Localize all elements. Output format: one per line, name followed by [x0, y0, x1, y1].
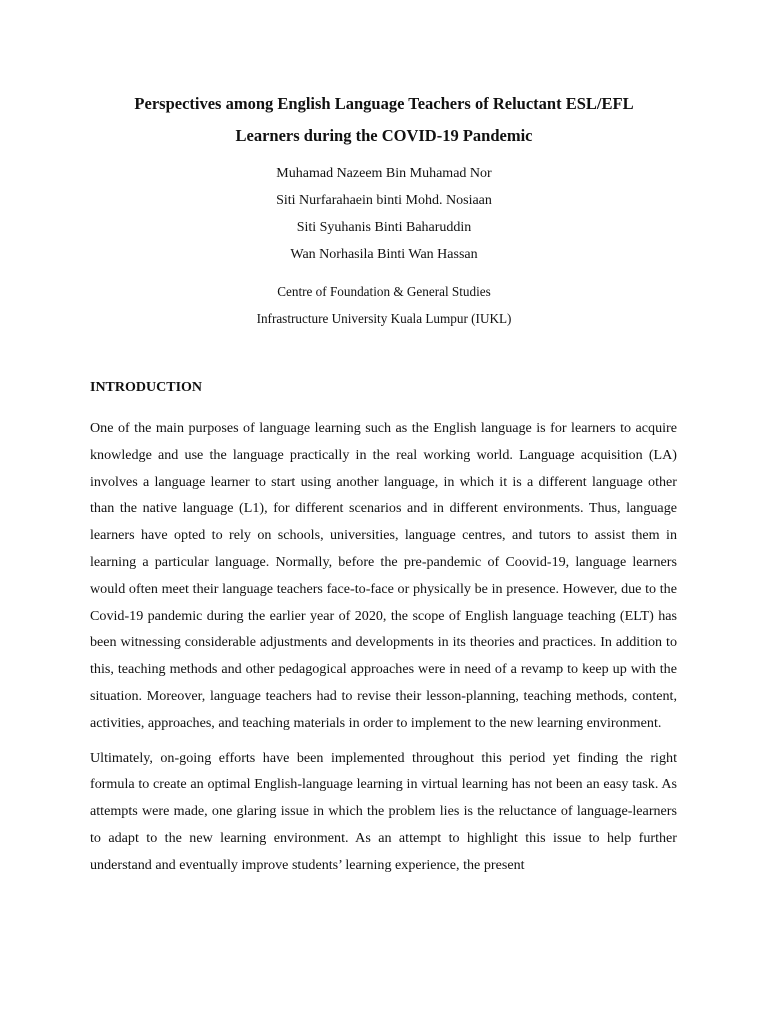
author-name: Muhamad Nazeem Bin Muhamad Nor — [276, 166, 492, 181]
paper-title-line-2: Learners during the COVID-19 Pandemic — [235, 126, 533, 145]
paragraph: One of the main purposes of language learning such as the English language is for learners to acquire knowledge and use the language practically in the real working world. Language acquisition (LA) involves a language learner to start using another language, in which it is a different language other than the native language (L1), for different scenarios and in different environments. Thus, language learners have opted to rely on schools, universities, language centres, and tutors to assist them in learning a particular language. Normally, before the pre-pandemic of Coovid-19, language learners would often meet their language teachers face-to-face or physically be in presence. However, due to the Covid-19 pandemic during the earlier year of 2020, the scope of English language teaching (ELT) has been witnessing considerable adjustments and developments in its theories and practices. In addition to this, teaching methods and other pedagogical approaches were in need of a revamp to keep up with the situation. Moreover, language teachers had to revise their lesson-planning, teaching methods, content, activities, approaches, and teaching materials in order to implement to the new learning environment. — [90, 420, 677, 731]
affiliation-institution: Infrastructure University Kuala Lumpur (IUKL) — [256, 311, 512, 326]
author-name: Wan Norhasila Binti Wan Hassan — [290, 247, 478, 262]
paragraph: Ultimately, on-going efforts have been implemented throughout this period yet finding the right formula to create an optimal English-language learning in virtual learning has not been an easy task. As attempts were made, one glaring issue in which the problem lies is the reluctance of language-learners to adapt to the new learning environment. As an attempt to highlight this issue to help further understand and eventually improve students’ learning experience, the present — [90, 749, 677, 873]
title-block — [90, 88, 678, 152]
affiliation-department: Centre of Foundation & General Studies — [277, 284, 491, 299]
author-name: Siti Nurfarahaein binti Mohd. Nosiaan — [276, 193, 492, 208]
introduction-body — [90, 415, 677, 887]
section-heading-introduction: INTRODUCTION — [90, 380, 203, 395]
paper-title-line-1: Perspectives among English Language Teachers of Reluctant ESL/EFL — [134, 94, 634, 113]
author-name: Siti Syuhanis Binti Baharuddin — [296, 220, 472, 235]
author-list — [90, 160, 678, 268]
affiliation-block — [90, 278, 678, 332]
